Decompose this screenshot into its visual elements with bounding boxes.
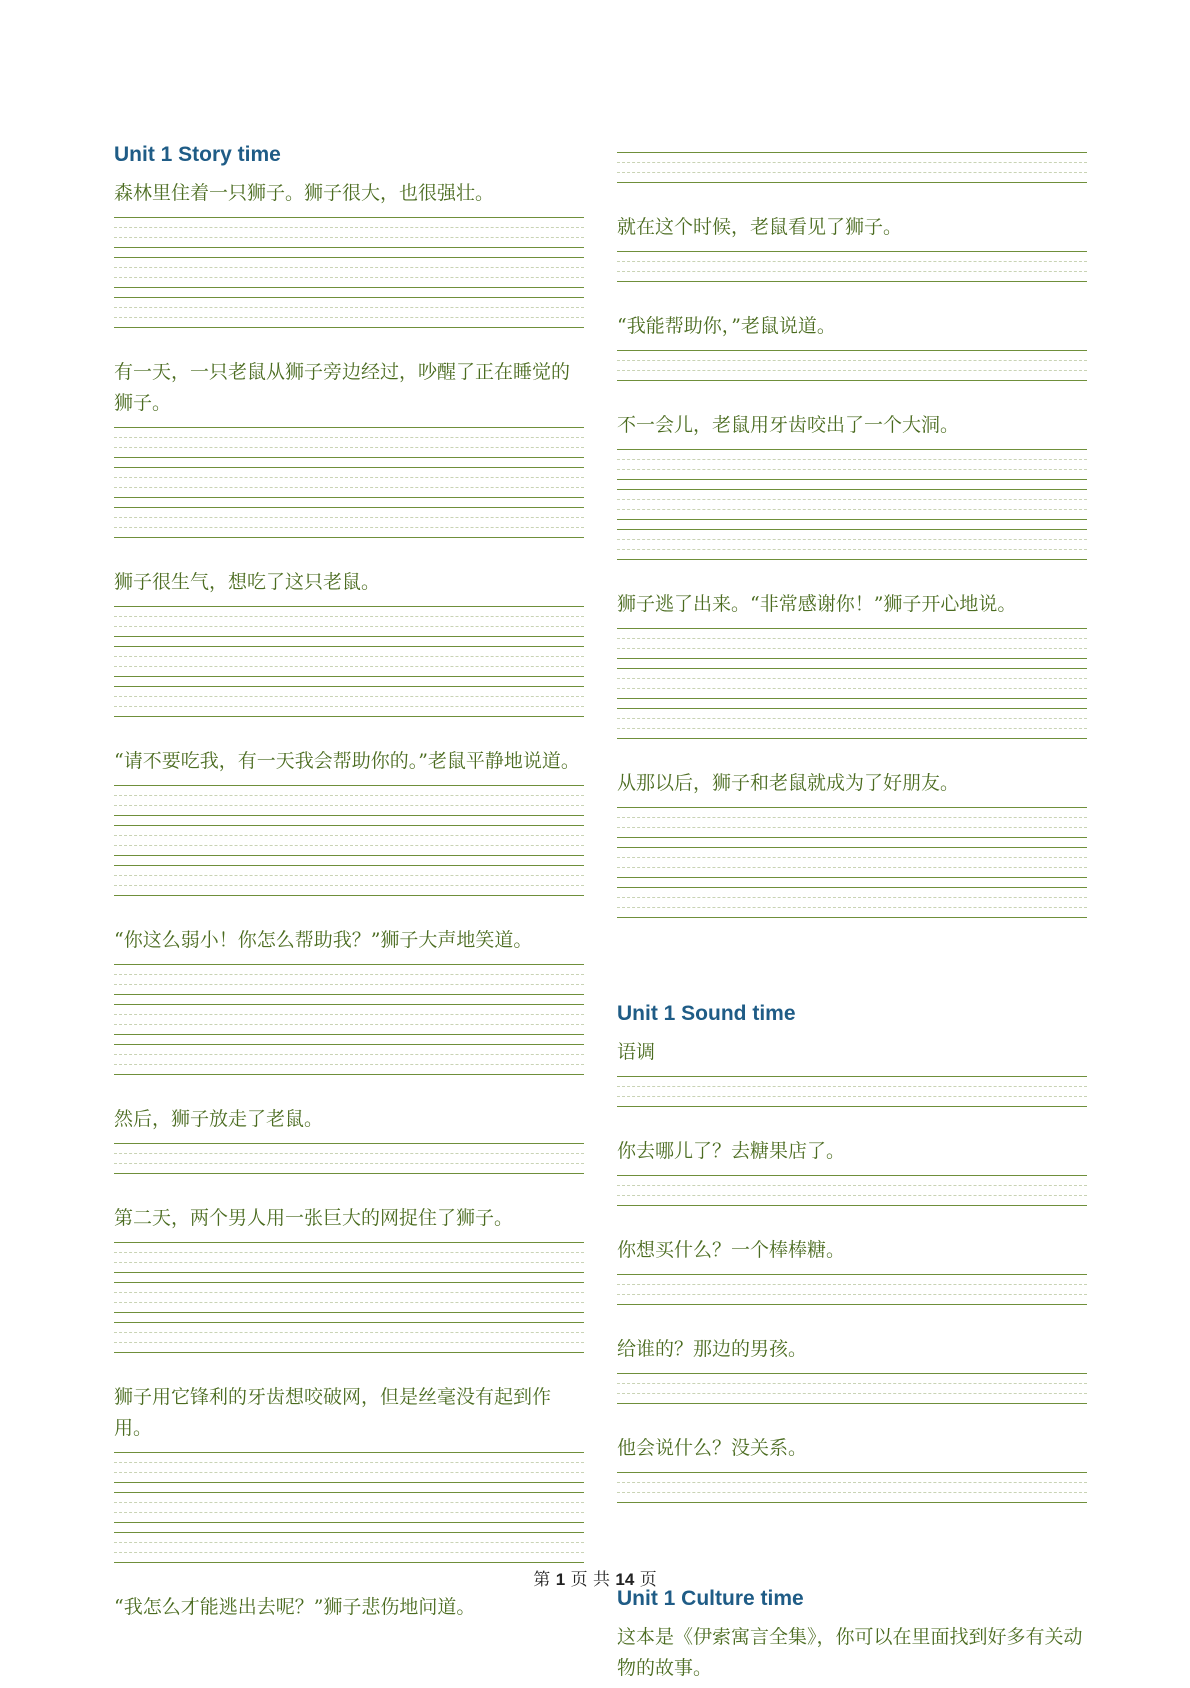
four-line-row xyxy=(617,1373,1087,1413)
four-line-row xyxy=(617,529,1087,569)
writing-lines xyxy=(617,628,1087,748)
four-line-row xyxy=(114,467,584,507)
footer-prefix: 第 xyxy=(533,1570,551,1590)
four-line-row xyxy=(114,825,584,865)
four-line-row xyxy=(114,1044,584,1084)
four-line-row xyxy=(617,1472,1087,1512)
four-line-row xyxy=(114,217,584,257)
four-line-row xyxy=(114,507,584,547)
four-line-row xyxy=(114,1143,584,1183)
four-line-row xyxy=(114,1452,584,1492)
four-line-row xyxy=(114,257,584,297)
sentence: 第二天，两个男人用一张巨大的网捉住了狮子。 xyxy=(114,1207,514,1229)
sentence: 你去哪儿了？去糖果店了。 xyxy=(617,1140,846,1162)
four-line-row xyxy=(114,1282,584,1322)
writing-lines xyxy=(114,1143,584,1183)
writing-lines xyxy=(617,1274,1087,1314)
writing-lines xyxy=(617,350,1087,390)
sentence: 你想买什么？一个棒棒糖。 xyxy=(617,1239,846,1261)
four-line-row xyxy=(617,251,1087,291)
writing-lines xyxy=(617,1175,1087,1215)
story-items-left xyxy=(114,176,584,1627)
four-line-row xyxy=(617,350,1087,390)
writing-lines-top xyxy=(617,152,1087,192)
writing-lines xyxy=(617,152,1087,192)
four-line-row xyxy=(617,1274,1087,1314)
writing-lines xyxy=(617,449,1087,569)
four-line-row xyxy=(114,427,584,467)
four-line-row xyxy=(114,785,584,825)
sentence: 语调 xyxy=(617,1041,656,1063)
left-column xyxy=(114,140,584,1627)
sentence: 他会说什么？没关系。 xyxy=(617,1437,808,1459)
four-line-row xyxy=(617,449,1087,489)
footer-suffix: 页 xyxy=(639,1570,657,1590)
sentence: 给谁的？那边的男孩。 xyxy=(617,1338,808,1360)
writing-lines xyxy=(114,217,584,337)
right-column xyxy=(617,148,1087,1688)
sentence: 从那以后，狮子和老鼠就成为了好朋友。 xyxy=(617,772,960,794)
four-line-row xyxy=(114,1322,584,1362)
four-line-row xyxy=(617,887,1087,927)
sentence: “请不要吃我，有一天我会帮助你的。”老鼠平静地说道。 xyxy=(114,750,580,772)
sentence: 这本是《伊索寓言全集》，你可以在里面找到好多有关动物的故事。 xyxy=(617,1626,1083,1679)
writing-lines xyxy=(617,1076,1087,1116)
sentence: 不一会儿，老鼠用牙齿咬出了一个大洞。 xyxy=(617,414,960,436)
sentence: 有一天，一只老鼠从狮子旁边经过，吵醒了正在睡觉的狮子。 xyxy=(114,361,571,414)
four-line-row xyxy=(617,668,1087,708)
story-time-heading: Unit 1 Story time xyxy=(114,143,281,166)
sound-items xyxy=(617,1035,1087,1512)
sentence: 狮子很生气，想吃了这只老鼠。 xyxy=(114,571,381,593)
writing-lines xyxy=(617,807,1087,927)
four-line-row xyxy=(114,1004,584,1044)
sound-time-heading: Unit 1 Sound time xyxy=(617,1002,796,1025)
story-items-right xyxy=(617,210,1087,927)
four-line-row xyxy=(114,1492,584,1532)
writing-lines xyxy=(617,1472,1087,1512)
four-line-row xyxy=(617,807,1087,847)
culture-items xyxy=(617,1620,1087,1688)
four-line-row xyxy=(617,708,1087,748)
four-line-row xyxy=(617,152,1087,192)
writing-lines xyxy=(114,427,584,547)
writing-lines xyxy=(114,785,584,905)
writing-lines xyxy=(114,964,584,1084)
sentence: 狮子逃了出来。“非常感谢你！”狮子开心地说。 xyxy=(617,593,1017,615)
sentence: 狮子用它锋利的牙齿想咬破网，但是丝毫没有起到作用。 xyxy=(114,1386,552,1439)
writing-lines xyxy=(617,251,1087,291)
sentence: 森林里住着一只狮子。狮子很大，也很强壮。 xyxy=(114,182,495,204)
sentence: “我能帮助你，”老鼠说道。 xyxy=(617,315,836,337)
total-pages-number: 14 xyxy=(615,1570,635,1589)
four-line-row xyxy=(114,606,584,646)
four-line-row xyxy=(114,686,584,726)
writing-lines xyxy=(617,1373,1087,1413)
four-line-row xyxy=(114,297,584,337)
writing-lines xyxy=(114,606,584,726)
writing-lines xyxy=(114,1452,584,1572)
four-line-row xyxy=(114,646,584,686)
sentence: “你这么弱小！你怎么帮助我？”狮子大声地笑道。 xyxy=(114,929,533,951)
sentence: 就在这个时候，老鼠看见了狮子。 xyxy=(617,216,903,238)
four-line-row xyxy=(617,1076,1087,1116)
four-line-row xyxy=(114,1242,584,1282)
sentence: “我怎么才能逃出去呢？”狮子悲伤地问道。 xyxy=(114,1596,476,1618)
writing-lines xyxy=(114,1242,584,1362)
current-page-number: 1 xyxy=(555,1570,566,1589)
four-line-row xyxy=(617,1175,1087,1215)
footer-middle: 页 共 xyxy=(570,1570,610,1590)
four-line-row xyxy=(617,489,1087,529)
page-footer xyxy=(0,1565,1190,1590)
sentence: 然后，狮子放走了老鼠。 xyxy=(114,1108,324,1130)
four-line-row xyxy=(114,865,584,905)
four-line-row xyxy=(617,628,1087,668)
culture-time-heading: Unit 1 Culture time xyxy=(617,1587,804,1610)
four-line-row xyxy=(114,964,584,1004)
four-line-row xyxy=(617,847,1087,887)
